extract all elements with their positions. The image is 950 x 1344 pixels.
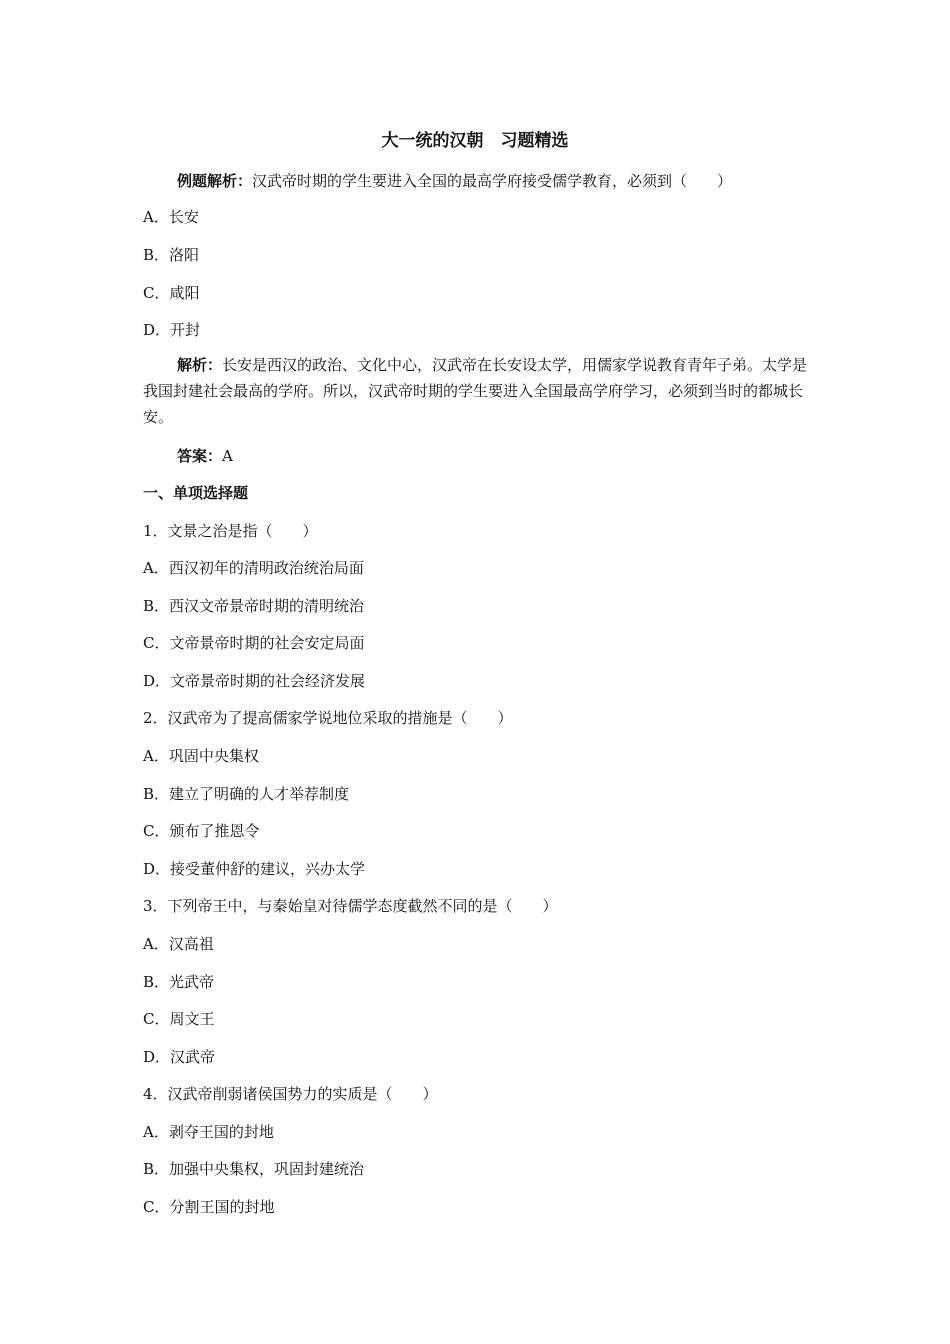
question-3: 3．下列帝王中，与秦始皇对待儒学态度截然不同的是（ ） [143,897,558,915]
question-2: 2．汉武帝为了提高儒家学说地位采取的措施是（ ） [143,709,513,727]
section-heading: 一、单项选择题 [143,484,249,502]
analysis-label: 解析： [177,356,223,374]
page-title: 大一统的汉朝 习题精选 [381,131,569,151]
example-option-d: D．开封 [143,321,201,339]
example-question-text: 汉武帝时期的学生要进入全国的最高学府接受儒学教育，必须到（ ） [252,172,733,190]
answer-label: 答案： [177,447,223,465]
question-3-option-c: C．周文王 [143,1010,215,1028]
question-4-option-a: A．剥夺王国的封地 [143,1123,274,1141]
question-3-option-b: B．光武帝 [143,973,215,991]
answer-value: A [222,447,233,465]
question-2-option-c: C．颁布了推恩令 [143,822,260,840]
example-label: 例题解析： [177,172,253,190]
analysis-paragraph [143,352,811,430]
question-2-option-b: B．建立了明确的人才举荐制度 [143,785,350,803]
example-option-b: B．洛阳 [143,246,200,264]
question-4-option-c: C．分割王国的封地 [143,1198,275,1216]
question-3-option-a: A．汉高祖 [143,935,214,953]
example-option-c: C．咸阳 [143,284,200,302]
question-4: 4．汉武帝削弱诸侯国势力的实质是（ ） [143,1085,438,1103]
example-option-a: A．长安 [143,208,199,226]
analysis-text: 长安是西汉的政治、文化中心，汉武帝在长安设太学，用儒家学说教育青年子弟。太学是我国封建社会最高的学府。所以，汉武帝时期的学生要进入全国最高学府学习，必须到当时的都城长安。 [143,356,808,426]
question-2-option-d: D．接受董仲舒的建议，兴办太学 [143,860,366,878]
question-2-option-a: A．巩固中央集权 [143,747,259,765]
question-1-option-c: C．文帝景帝时期的社会安定局面 [143,634,365,652]
question-1-option-a: A．西汉初年的清明政治统治局面 [143,559,364,577]
question-3-option-d: D．汉武帝 [143,1048,216,1066]
example-question [177,171,732,191]
question-1-option-d: D．文帝景帝时期的社会经济发展 [143,672,366,690]
question-4-option-b: B．加强中央集权，巩固封建统治 [143,1160,365,1178]
question-1: 1．文景之治是指（ ） [143,522,318,540]
question-1-option-b: B．西汉文帝景帝时期的清明统治 [143,597,365,615]
answer-line [177,446,233,466]
